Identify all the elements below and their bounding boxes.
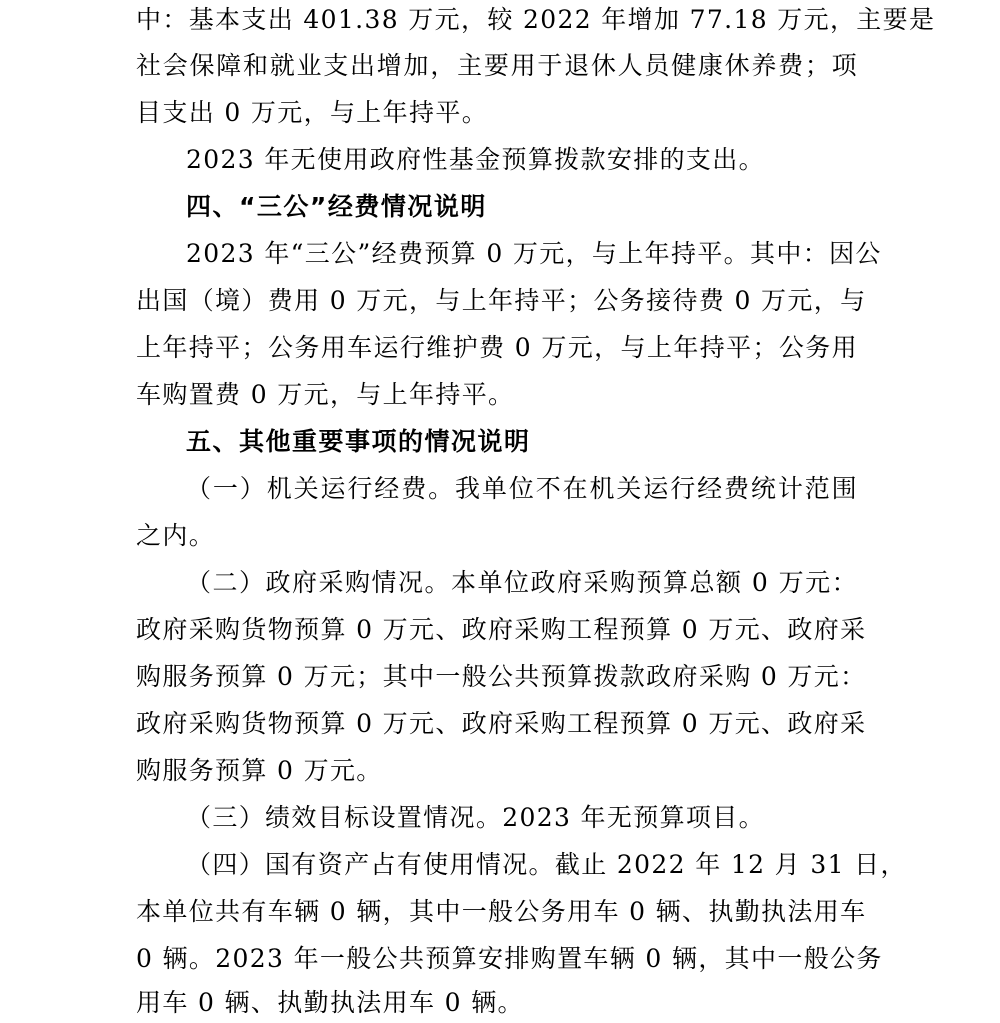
text-line: 社会保障和就业支出增加，主要用于退休人员健康休养费；项 (136, 51, 858, 80)
text-line: 中：基本支出 401.38 万元，较 2022 年增加 77.18 万元，主要是 (136, 5, 936, 34)
text-line: 购服务预算 0 万元；其中一般公共预算拨款政府采购 0 万元： (136, 662, 867, 691)
text-line: 政府采购货物预算 0 万元、政府采购工程预算 0 万元、政府采 (136, 709, 867, 738)
text-line: 上年持平；公务用车运行维护费 0 万元，与上年持平；公务用 (136, 333, 858, 362)
text-line: 目支出 0 万元，与上年持平。 (136, 98, 489, 127)
text-line: 本单位共有车辆 0 辆，其中一般公务用车 0 辆、执勤执法用车 (136, 897, 867, 926)
text-line: 政府采购货物预算 0 万元、政府采购工程预算 0 万元、政府采 (136, 615, 867, 644)
text-line: （一）机关运行经费。我单位不在机关运行经费统计范围 (186, 474, 858, 503)
text-line: （四）国有资产占有使用情况。截止 2022 年 12 月 31 日， (186, 850, 907, 879)
text-line: （三）绩效目标设置情况。2023 年无预算项目。 (186, 803, 765, 832)
text-line: 购服务预算 0 万元。 (136, 756, 383, 785)
text-line: 车购置费 0 万元，与上年持平。 (136, 380, 515, 409)
text-line: （二）政府采购情况。本单位政府采购预算总额 0 万元： (186, 568, 858, 597)
text-line: 用车 0 辆、执勤执法用车 0 辆。 (136, 988, 524, 1017)
section-heading: 五、其他重要事项的情况说明 (186, 427, 531, 456)
text-line: 2023 年无使用政府性基金预算拨款安排的支出。 (186, 145, 765, 174)
text-line: 2023 年“三公”经费预算 0 万元，与上年持平。其中：因公 (186, 239, 882, 268)
text-line: 0 辆。2023 年一般公共预算安排购置车辆 0 辆，其中一般公务 (136, 944, 883, 973)
section-heading: 四、“三公”经费情况说明 (186, 192, 487, 221)
text-line: 出国（境）费用 0 万元，与上年持平；公务接待费 0 万元，与 (136, 286, 867, 315)
text-line: 之内。 (136, 521, 216, 550)
